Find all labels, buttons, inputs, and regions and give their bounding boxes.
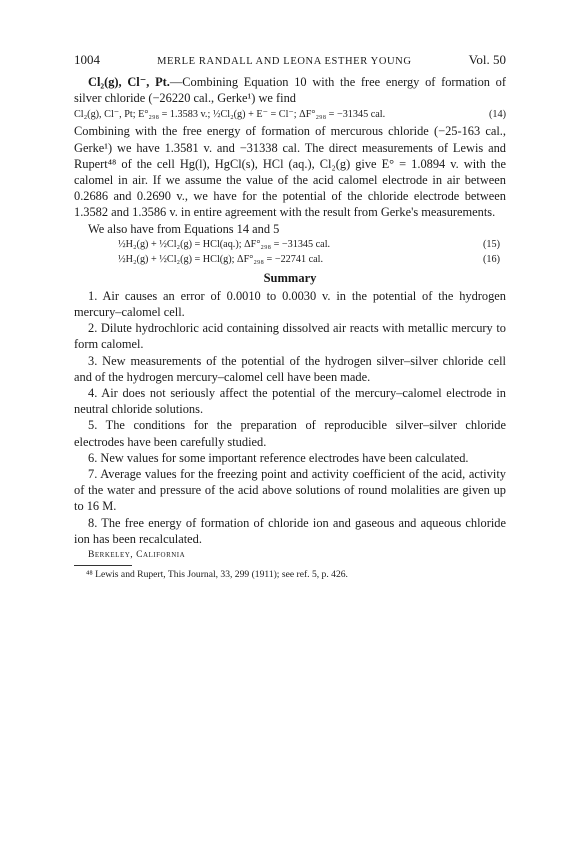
equation-16-text: ½H₂(g) + ½Cl₂(g) = HCl(g); ΔF°₂₉₈ = −22741 cal.: [118, 253, 324, 265]
equation-15-text: ½H₂(g) + ½Cl₂(g) = HCl(aq.); ΔF°₂₉₈ = −31345 cal.: [118, 238, 331, 250]
author-affiliation: Berkeley, California: [88, 549, 186, 561]
footnote-48: ⁴⁸ Lewis and Rupert, This Journal, 33, 299 (1911); see ref. 5, p. 426.: [86, 569, 348, 581]
section-lead-heading: Cl₂(g), Cl⁻, Pt.: [88, 75, 170, 89]
section-lead-text: —Combining Equation 10 with the free energy of formation of silver chloride (−26220 cal., Gerke¹) we find: [74, 75, 506, 106]
equation-14-text: Cl₂(g), Cl⁻, Pt; E°₂₉₈ = 1.3583 v.; ½Cl₂(g) + E⁻ = Cl⁻; ΔF°₂₉₈ = −31345 cal.: [74, 109, 386, 121]
volume-label: Vol. 50: [468, 52, 506, 67]
summary-item: 5. The conditions for the preparation of reproducible silver–silver chloride electrodes have been carefully studied.: [74, 418, 506, 449]
equation-14-number: (14): [489, 109, 506, 121]
footnote-divider: [74, 565, 132, 566]
equation-16-number: (16): [483, 253, 500, 265]
summary-item: 8. The free energy of formation of chloride ion and gaseous and aqueous chloride ion has been recalculated.: [74, 515, 506, 546]
paragraph-2: Combining with the free energy of formation of mercurous chloride (−25-163 cal., Gerke¹) we have 1.3581 v. and −31338 cal. The direct measurements of Lewis and Rupert⁴⁸ of the cell Hg(l), HgCl(s), HCl (aq.), Cl₂(g) give E° = 1.0894 v. with the calomel in air. If we assume the value of the acid calomel electrode in air between 0.2686 and 0.2690 v., we have for the potential of the chloride electrode between 1.3582 and 1.3586 v. in entire agreement with the result from Gerke's measurements.: [74, 124, 506, 220]
summary-item: 6. New values for some important reference electrodes have been calculated.: [88, 450, 469, 465]
equation-15: [74, 237, 506, 252]
running-header: [74, 52, 506, 68]
equation-14: [74, 107, 506, 122]
running-title: MERLE RANDALL AND LEONA ESTHER YOUNG: [157, 56, 412, 67]
summary-item: 3. New measurements of the potential of the hydrogen silver–silver chloride cell and of the hydrogen mercury–calomel cell have been made.: [74, 353, 506, 384]
equation-15-number: (15): [483, 238, 500, 250]
paragraph-3: We also have from Equations 14 and 5: [88, 221, 280, 236]
summary-item: 4. Air does not seriously affect the potential of the mercury–calomel electrode in neutral chloride solutions.: [74, 386, 506, 417]
summary-item: 7. Average values for the freezing point and activity coefficient of the acid, activity of the water and pressure of the acid above solutions of round molalities are given up to 16 M.: [74, 467, 506, 514]
summary-item: 1. Air causes an error of 0.0010 to 0.0030 v. in the potential of the hydrogen mercury–calomel cell.: [74, 288, 506, 320]
page-number: 1004: [74, 52, 100, 67]
equation-16: [74, 252, 506, 267]
paper-page: [74, 52, 506, 580]
summary-heading: Summary: [263, 270, 317, 285]
summary-item: 2. Dilute hydrochloric acid containing dissolved air reacts with metallic mercury to form calomel.: [74, 321, 506, 352]
section-lead-paragraph: [74, 74, 506, 106]
